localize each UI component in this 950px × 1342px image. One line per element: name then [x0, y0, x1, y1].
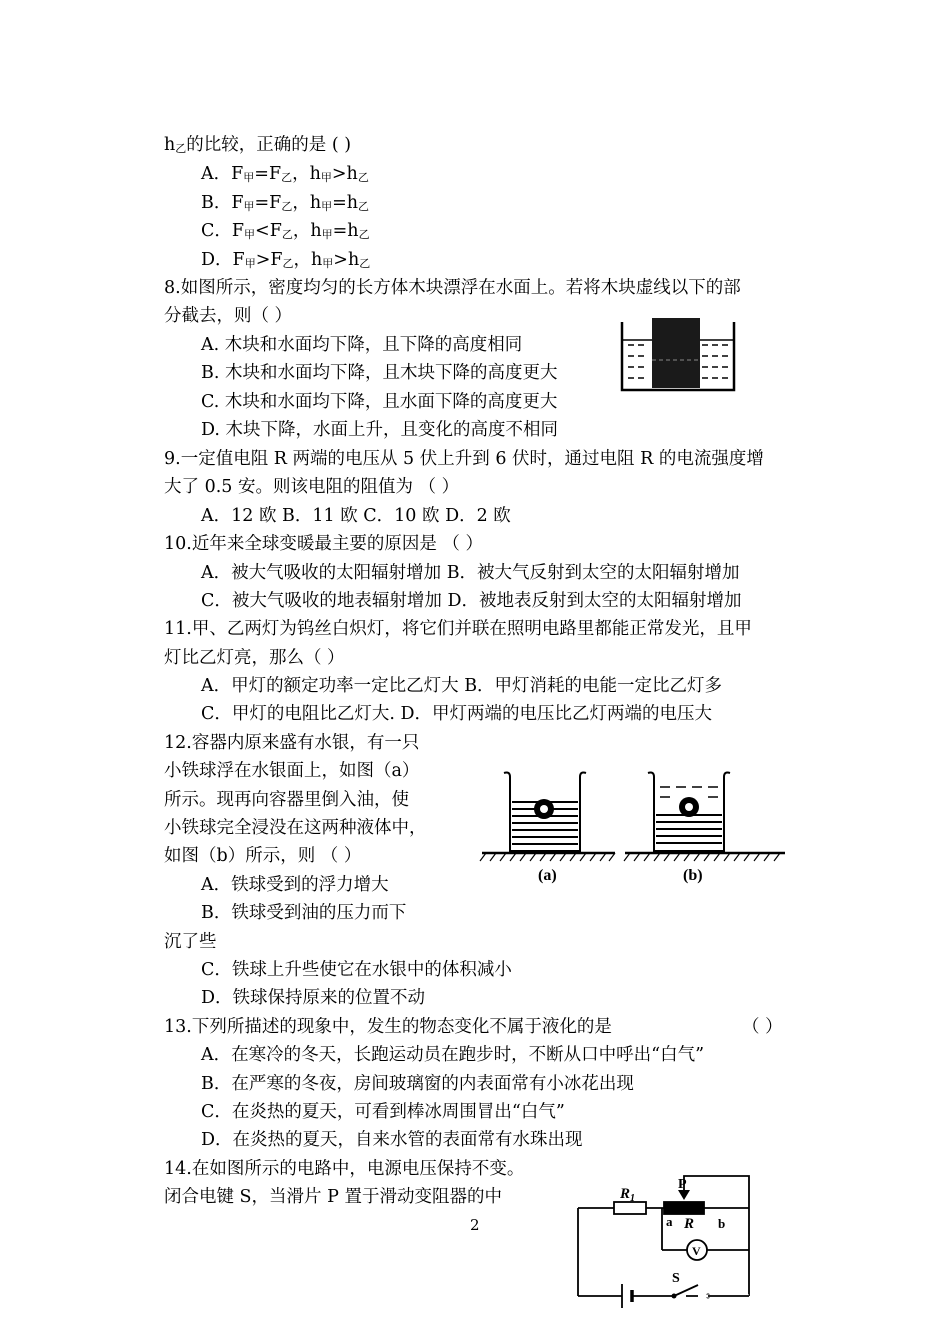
q14-stem-line2: 闭合电键 S，当滑片 P 置于滑动变阻器的中 [164, 1187, 502, 1207]
q8-stem-line1: 8.如图所示，密度均匀的长方体木块漂浮在水面上。若将木块虚线以下的部 [164, 278, 741, 298]
q12-option-c: C．铁球上升些使它在水银中的体积减小 [201, 960, 512, 980]
q11-stem-line2: 灯比乙灯亮，那么（ ） [164, 648, 345, 668]
q10-options-cd: C．被大气吸收的地表辐射增加 D．被地表反射到太空的太阳辐射增加 [201, 591, 742, 611]
q14-stem-line1: 14.在如图所示的电路中，电源电压保持不变。 [164, 1159, 525, 1179]
ground-b [624, 853, 785, 861]
q7-continuation: $h_乙$的比较，正确的是 ( ) [164, 135, 352, 155]
label-a: a [666, 1214, 673, 1229]
q12-stem-line3: 所示。现再向容器里倒入油，使 [164, 790, 409, 810]
q7-option-c: C．$F_甲<F_乙$，$h_甲=h_乙$ [201, 221, 370, 241]
q12-option-d: D．铁球保持原来的位置不动 [201, 988, 426, 1008]
battery [622, 1284, 632, 1308]
q8-figure-floating-block [618, 316, 738, 396]
q7-option-a: A．$F_甲=F_乙$，$h_甲>h_乙$ [201, 164, 369, 184]
label-v: V [692, 1244, 701, 1258]
q8-option-b: B. 木块和水面均下降，且木块下降的高度更大 [201, 363, 558, 383]
label-p: P [678, 1177, 687, 1192]
rheostat-r [664, 1202, 704, 1214]
label-r1: $R_1$ [620, 1186, 636, 1204]
q12-stem-line2: 小铁球浮在水银面上，如图（a） [164, 761, 420, 781]
q7-option-d: D．$F_甲>F_乙$，$h_甲>h_乙$ [201, 250, 371, 270]
q13-stem: 13.下列所描述的现象中，发生的物态变化不属于液化的是 [164, 1017, 612, 1037]
q11-options-ab: A．甲灯的额定功率一定比乙灯大 B．甲灯消耗的电能一定比乙灯多 [201, 676, 723, 696]
q7-option-b: B．$F_甲=F_乙$，$h_甲=h_乙$ [201, 193, 370, 213]
q10-stem: 10.近年来全球变暖最主要的原因是 （ ） [164, 534, 483, 554]
q8-option-d: D. 木块下降，水面上升，且变化的高度不相同 [201, 420, 559, 440]
label-r: R [684, 1216, 695, 1232]
q13-option-b: B．在严寒的冬夜，房间玻璃窗的内表面常有小冰花出现 [201, 1074, 634, 1094]
label-b: b [718, 1216, 726, 1231]
label-s: S [672, 1271, 680, 1286]
q9-options: A．12 欧 B．11 欧 C．10 欧 D．2 欧 [201, 506, 511, 526]
q12-stem-line5: 如图（b）所示，则 （ ） [164, 846, 362, 866]
q13-option-c: C．在炎热的夏天，可看到棒冰周围冒出“白气” [201, 1102, 565, 1122]
q13-option-d: D．在炎热的夏天，自来水管的表面常有水珠出现 [201, 1130, 583, 1150]
q10-options-ab: A．被大气吸收的太阳辐射增加 B．被大气反射到太空的太阳辐射增加 [201, 563, 740, 583]
q9-stem-line1: 9.一定值电阻 R 两端的电压从 5 伏上升到 6 伏时，通过电阻 R 的电流强度增 [164, 449, 764, 469]
q12-option-b-cont: 沉了些 [164, 932, 217, 952]
fig-a-label: (a) [538, 867, 557, 884]
q12-stem-line1: 12.容器内原来盛有水银，有一只 [164, 733, 420, 753]
q12-option-b: B．铁球受到油的压力而下 [201, 903, 407, 923]
q8-option-a: A. 木块和水面均下降，且下降的高度相同 [201, 335, 523, 355]
switch-s [672, 1285, 750, 1299]
q11-stem-line1: 11.甲、乙两灯为钨丝白炽灯，将它们并联在照明电路里都能正常发光，且甲 [164, 619, 752, 639]
q14-circuit-diagram [574, 1168, 759, 1313]
q12-option-a: A．铁球受到的浮力增大 [201, 875, 389, 895]
page-number: 2 [470, 1216, 480, 1234]
q12-figure-containers [480, 765, 790, 890]
q13-option-a: A．在寒冷的冬天，长跑运动员在跑步时，不断从口中呼出“白气” [201, 1045, 705, 1065]
q13-bracket: （ ） [742, 1017, 783, 1037]
q11-options-cd: C．甲灯的电阻比乙灯大. D．甲灯两端的电压比乙灯两端的电压大 [201, 704, 713, 724]
q8-option-c: C. 木块和水面均下降，且水面下降的高度更大 [201, 392, 558, 412]
fig-b-label: (b) [683, 867, 703, 884]
q8-stem-line2: 分截去，则（ ） [164, 306, 293, 326]
q12-stem-line4: 小铁球完全浸没在这两种液体中， [164, 818, 427, 838]
ground-a [480, 853, 615, 861]
q9-stem-line2: 大了 0.5 安。则该电阻的阻值为 （ ） [164, 477, 460, 497]
